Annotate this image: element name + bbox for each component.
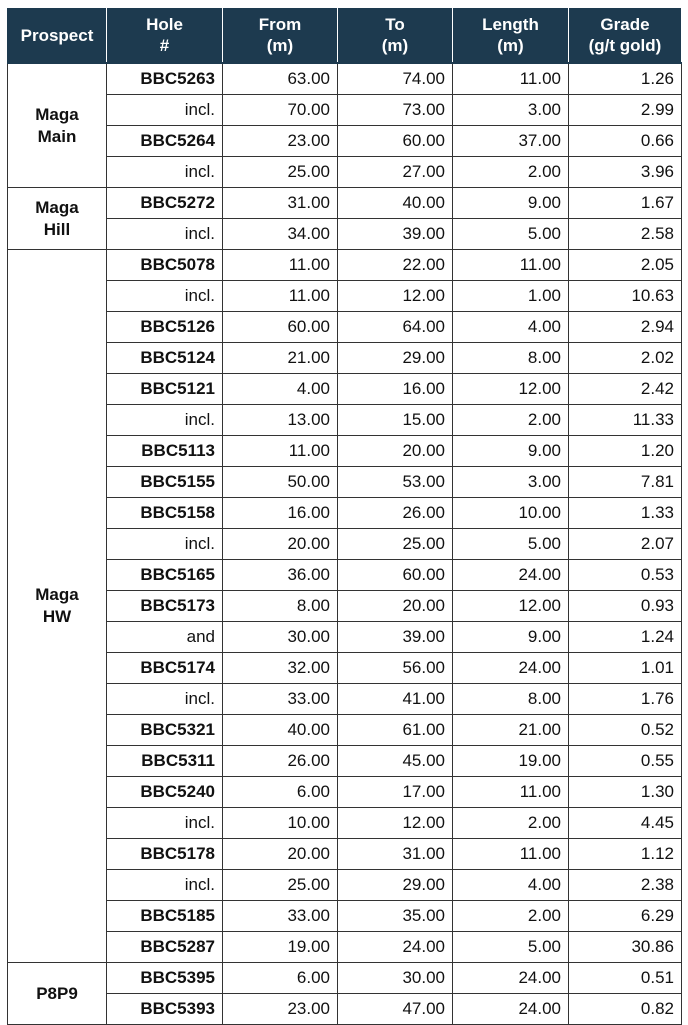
to-cell: 64.00 [338, 312, 453, 343]
from-cell: 25.00 [223, 157, 338, 188]
to-cell: 31.00 [338, 839, 453, 870]
from-cell: 60.00 [223, 312, 338, 343]
table-row [8, 63, 682, 95]
hole-cell: BBC5311 [107, 746, 223, 777]
table-row [8, 746, 682, 777]
table-row [8, 405, 682, 436]
hole-cell: BBC5158 [107, 498, 223, 529]
to-cell: 27.00 [338, 157, 453, 188]
table-row [8, 994, 682, 1025]
to-cell: 53.00 [338, 467, 453, 498]
to-cell: 39.00 [338, 219, 453, 250]
hole-cell: BBC5264 [107, 126, 223, 157]
header-prospect: Prospect [8, 8, 107, 64]
table-row [8, 529, 682, 560]
hole-cell: incl. [107, 405, 223, 436]
to-cell: 39.00 [338, 622, 453, 653]
length-cell: 5.00 [453, 529, 569, 560]
from-cell: 20.00 [223, 529, 338, 560]
table-row [8, 591, 682, 622]
from-cell: 31.00 [223, 188, 338, 219]
from-cell: 36.00 [223, 560, 338, 591]
length-cell: 9.00 [453, 622, 569, 653]
grade-cell: 1.20 [569, 436, 682, 467]
to-cell: 40.00 [338, 188, 453, 219]
grade-cell: 2.05 [569, 250, 682, 281]
length-cell: 2.00 [453, 157, 569, 188]
prospect-cell: Maga Main [8, 63, 107, 188]
grade-cell: 2.99 [569, 95, 682, 126]
to-cell: 15.00 [338, 405, 453, 436]
length-cell: 3.00 [453, 95, 569, 126]
header-row [8, 8, 682, 64]
hole-cell: BBC5124 [107, 343, 223, 374]
grade-cell: 1.76 [569, 684, 682, 715]
table-row [8, 343, 682, 374]
length-cell: 12.00 [453, 591, 569, 622]
to-cell: 12.00 [338, 281, 453, 312]
length-cell: 21.00 [453, 715, 569, 746]
grade-cell: 2.58 [569, 219, 682, 250]
hole-cell: BBC5272 [107, 188, 223, 219]
hole-cell: BBC5173 [107, 591, 223, 622]
grade-cell: 1.01 [569, 653, 682, 684]
from-cell: 6.00 [223, 777, 338, 808]
to-cell: 56.00 [338, 653, 453, 684]
header-from: From (m) [223, 8, 338, 64]
to-cell: 73.00 [338, 95, 453, 126]
hole-cell: incl. [107, 281, 223, 312]
length-cell: 10.00 [453, 498, 569, 529]
length-cell: 8.00 [453, 343, 569, 374]
length-cell: 5.00 [453, 932, 569, 963]
to-cell: 41.00 [338, 684, 453, 715]
table-row [8, 498, 682, 529]
to-cell: 35.00 [338, 901, 453, 932]
grade-cell: 10.63 [569, 281, 682, 312]
from-cell: 16.00 [223, 498, 338, 529]
length-cell: 11.00 [453, 777, 569, 808]
from-cell: 25.00 [223, 870, 338, 901]
from-cell: 11.00 [223, 250, 338, 281]
header-grade: Grade (g/t gold) [569, 8, 682, 64]
hole-cell: BBC5321 [107, 715, 223, 746]
length-cell: 8.00 [453, 684, 569, 715]
to-cell: 29.00 [338, 343, 453, 374]
header-to: To (m) [338, 8, 453, 64]
from-cell: 50.00 [223, 467, 338, 498]
length-cell: 11.00 [453, 63, 569, 95]
length-cell: 37.00 [453, 126, 569, 157]
length-cell: 3.00 [453, 467, 569, 498]
hole-cell: BBC5240 [107, 777, 223, 808]
length-cell: 5.00 [453, 219, 569, 250]
to-cell: 61.00 [338, 715, 453, 746]
to-cell: 20.00 [338, 591, 453, 622]
prospect-cell: Maga Hill [8, 188, 107, 250]
grade-cell: 0.55 [569, 746, 682, 777]
hole-cell: BBC5113 [107, 436, 223, 467]
from-cell: 6.00 [223, 963, 338, 994]
to-cell: 16.00 [338, 374, 453, 405]
length-cell: 2.00 [453, 405, 569, 436]
table-row [8, 188, 682, 219]
table-row [8, 250, 682, 281]
grade-cell: 1.24 [569, 622, 682, 653]
from-cell: 32.00 [223, 653, 338, 684]
from-cell: 30.00 [223, 622, 338, 653]
grade-cell: 0.53 [569, 560, 682, 591]
to-cell: 74.00 [338, 63, 453, 95]
from-cell: 11.00 [223, 281, 338, 312]
table-body [8, 63, 682, 1025]
hole-cell: incl. [107, 870, 223, 901]
from-cell: 23.00 [223, 994, 338, 1025]
table-row [8, 95, 682, 126]
grade-cell: 0.51 [569, 963, 682, 994]
length-cell: 11.00 [453, 250, 569, 281]
table-row [8, 653, 682, 684]
header-hole: Hole # [107, 8, 223, 64]
length-cell: 24.00 [453, 560, 569, 591]
hole-cell: incl. [107, 157, 223, 188]
table-header [8, 8, 682, 64]
grade-cell: 1.67 [569, 188, 682, 219]
table-row [8, 281, 682, 312]
table-row [8, 870, 682, 901]
hole-cell: BBC5263 [107, 63, 223, 95]
grade-cell: 2.94 [569, 312, 682, 343]
length-cell: 11.00 [453, 839, 569, 870]
from-cell: 26.00 [223, 746, 338, 777]
hole-cell: BBC5185 [107, 901, 223, 932]
table-row [8, 963, 682, 994]
hole-cell: BBC5178 [107, 839, 223, 870]
from-cell: 40.00 [223, 715, 338, 746]
table-row [8, 622, 682, 653]
grade-cell: 0.52 [569, 715, 682, 746]
table-row [8, 560, 682, 591]
grade-cell: 1.30 [569, 777, 682, 808]
to-cell: 29.00 [338, 870, 453, 901]
header-length: Length (m) [453, 8, 569, 64]
grade-cell: 0.66 [569, 126, 682, 157]
hole-cell: BBC5155 [107, 467, 223, 498]
to-cell: 22.00 [338, 250, 453, 281]
grade-cell: 2.42 [569, 374, 682, 405]
grade-cell: 11.33 [569, 405, 682, 436]
length-cell: 9.00 [453, 188, 569, 219]
to-cell: 12.00 [338, 808, 453, 839]
grade-cell: 30.86 [569, 932, 682, 963]
table-row [8, 126, 682, 157]
hole-cell: incl. [107, 684, 223, 715]
prospect-cell: P8P9 [8, 963, 107, 1025]
hole-cell: BBC5174 [107, 653, 223, 684]
to-cell: 30.00 [338, 963, 453, 994]
length-cell: 1.00 [453, 281, 569, 312]
to-cell: 60.00 [338, 560, 453, 591]
hole-cell: and [107, 622, 223, 653]
from-cell: 63.00 [223, 63, 338, 95]
to-cell: 20.00 [338, 436, 453, 467]
grade-cell: 1.12 [569, 839, 682, 870]
grade-cell: 2.07 [569, 529, 682, 560]
table-row [8, 219, 682, 250]
hole-cell: BBC5126 [107, 312, 223, 343]
to-cell: 25.00 [338, 529, 453, 560]
from-cell: 4.00 [223, 374, 338, 405]
hole-cell: incl. [107, 95, 223, 126]
from-cell: 20.00 [223, 839, 338, 870]
length-cell: 9.00 [453, 436, 569, 467]
grade-cell: 0.93 [569, 591, 682, 622]
drill-results-table [7, 7, 682, 1025]
grade-cell: 2.02 [569, 343, 682, 374]
grade-cell: 4.45 [569, 808, 682, 839]
from-cell: 34.00 [223, 219, 338, 250]
hole-cell: BBC5165 [107, 560, 223, 591]
length-cell: 19.00 [453, 746, 569, 777]
hole-cell: BBC5393 [107, 994, 223, 1025]
grade-cell: 0.82 [569, 994, 682, 1025]
length-cell: 24.00 [453, 653, 569, 684]
table-row [8, 436, 682, 467]
hole-cell: incl. [107, 808, 223, 839]
length-cell: 4.00 [453, 870, 569, 901]
from-cell: 19.00 [223, 932, 338, 963]
from-cell: 8.00 [223, 591, 338, 622]
to-cell: 47.00 [338, 994, 453, 1025]
table-row [8, 777, 682, 808]
table-row [8, 901, 682, 932]
from-cell: 23.00 [223, 126, 338, 157]
hole-cell: BBC5121 [107, 374, 223, 405]
grade-cell: 7.81 [569, 467, 682, 498]
hole-cell: BBC5287 [107, 932, 223, 963]
table-row [8, 312, 682, 343]
from-cell: 33.00 [223, 901, 338, 932]
length-cell: 4.00 [453, 312, 569, 343]
hole-cell: BBC5078 [107, 250, 223, 281]
grade-cell: 3.96 [569, 157, 682, 188]
table-row [8, 839, 682, 870]
length-cell: 12.00 [453, 374, 569, 405]
length-cell: 2.00 [453, 901, 569, 932]
to-cell: 17.00 [338, 777, 453, 808]
table-row [8, 808, 682, 839]
table-row [8, 932, 682, 963]
hole-cell: BBC5395 [107, 963, 223, 994]
table-row [8, 157, 682, 188]
from-cell: 13.00 [223, 405, 338, 436]
table-row [8, 715, 682, 746]
from-cell: 70.00 [223, 95, 338, 126]
to-cell: 45.00 [338, 746, 453, 777]
from-cell: 10.00 [223, 808, 338, 839]
to-cell: 26.00 [338, 498, 453, 529]
to-cell: 24.00 [338, 932, 453, 963]
length-cell: 2.00 [453, 808, 569, 839]
from-cell: 11.00 [223, 436, 338, 467]
prospect-cell: Maga HW [8, 250, 107, 963]
from-cell: 21.00 [223, 343, 338, 374]
grade-cell: 6.29 [569, 901, 682, 932]
grade-cell: 2.38 [569, 870, 682, 901]
grade-cell: 1.26 [569, 63, 682, 95]
to-cell: 60.00 [338, 126, 453, 157]
length-cell: 24.00 [453, 963, 569, 994]
grade-cell: 1.33 [569, 498, 682, 529]
table-row [8, 374, 682, 405]
hole-cell: incl. [107, 219, 223, 250]
length-cell: 24.00 [453, 994, 569, 1025]
table-row [8, 467, 682, 498]
from-cell: 33.00 [223, 684, 338, 715]
hole-cell: incl. [107, 529, 223, 560]
table-row [8, 684, 682, 715]
